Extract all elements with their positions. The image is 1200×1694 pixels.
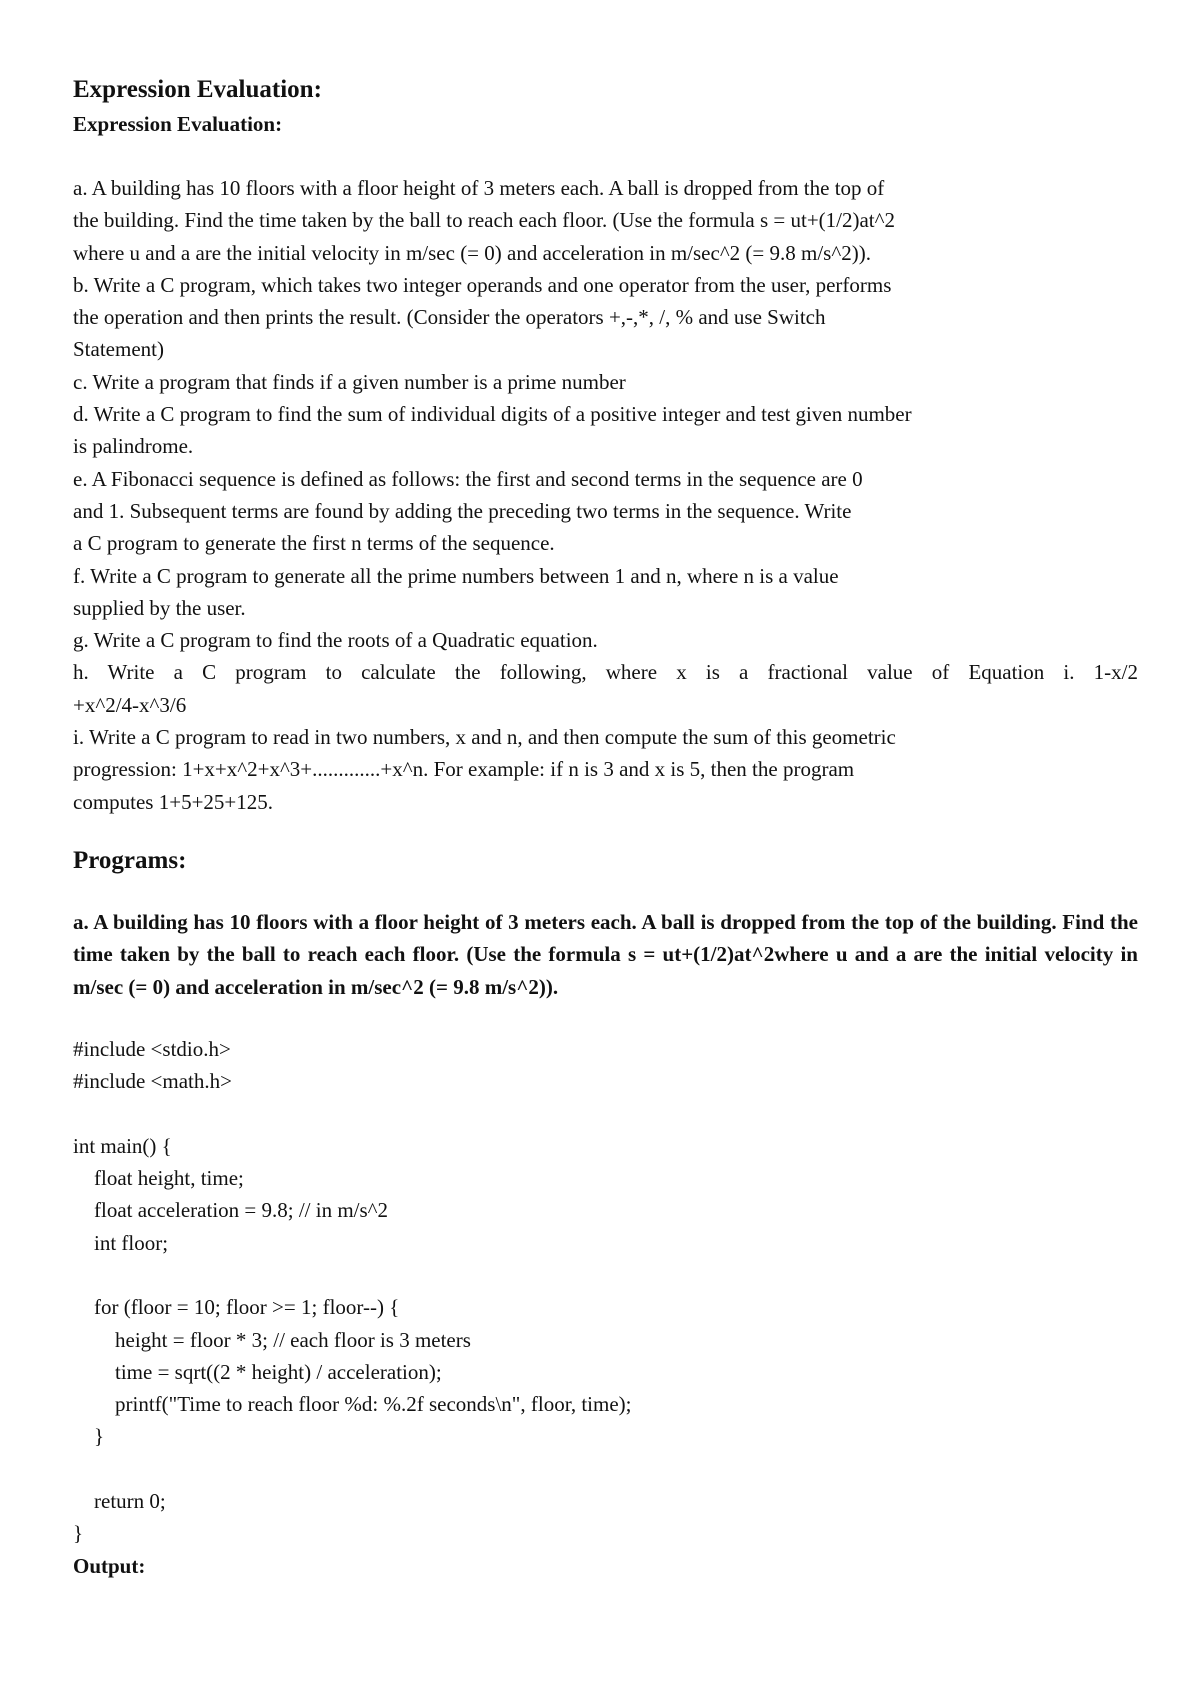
program-a-question: a. A building has 10 floors with a floor height of 3 meters each. A ball is dropped from the top of the building. Find the time taken by the ball to reach each floor. (Use the formula s = ut+(1/2)at^2where u and a are the initial velocity in m/sec (= 0) and acceleration in m/sec^2 (= 9.8 m/s^2)). — [73, 909, 1138, 999]
output-label: Output: — [73, 1553, 146, 1578]
question-i: i. Write a C program to read in two numbers, x and n, and then compute the sum of this geometric progression: 1+x+x^2+x^3+.............+x^n. For example: if n is 3 and x is 5, then the program computes 1+5+25+125. — [73, 725, 896, 814]
question-d: d. Write a C program to find the sum of individual digits of a positive integer and test given number is palindrome. — [73, 402, 912, 459]
question-c: c. Write a program that finds if a given number is a prime number — [73, 369, 626, 394]
question-g: g. Write a C program to find the roots of a Quadratic equation. — [73, 628, 598, 653]
programs-heading: Programs: — [73, 846, 187, 874]
question-e: e. A Fibonacci sequence is defined as follows: the first and second terms in the sequence are 0 and 1. Subsequent terms are found by adding the preceding two terms in the sequence. Write a C program to generate the first n terms of the sequence. — [73, 466, 863, 556]
spacer — [73, 140, 1138, 172]
question-h-line1: h. Write a C program to calculate the following, where x is a fractional value of Equation i. 1-x/2 — [73, 660, 1138, 685]
question-h-line2: +x^2/4-x^3/6 — [73, 692, 187, 717]
question-f: f. Write a C program to generate all the prime numbers between 1 and n, where n is a value supplied by the user. — [73, 563, 839, 620]
page-title: Expression Evaluation: — [73, 76, 322, 103]
program-a-code: #include <stdio.h> #include <math.h> int main() { float height, time; float acceleration = 9.8; // in m/s^2 int floor; for (floor = 10; floor >= 1; floor--) { height = floor * 3; // each floor is 3 meters time = sqrt((2 * height) / acceleration); printf("Time to reach floor %d: %.2f seconds\n", floor, time); } return 0; } — [73, 1036, 632, 1546]
page-subtitle: Expression Evaluation: — [73, 112, 283, 136]
question-b: b. Write a C program, which takes two integer operands and one operator from the user, performs the operation and then prints the result. (Consider the operators +,-,*, /, % and use Switch Statement) — [73, 272, 892, 362]
document-page — [73, 72, 1138, 1582]
question-a: a. A building has 10 floors with a floor height of 3 meters each. A ball is dropped from the top of the building. Find the time taken by the ball to reach each floor. (Use the formula s = ut+(1/2)at^2 where u and a are the initial velocity in m/sec (= 0) and acceleration in m/sec^2 (= 9.8 m/s^2)). — [73, 176, 895, 265]
